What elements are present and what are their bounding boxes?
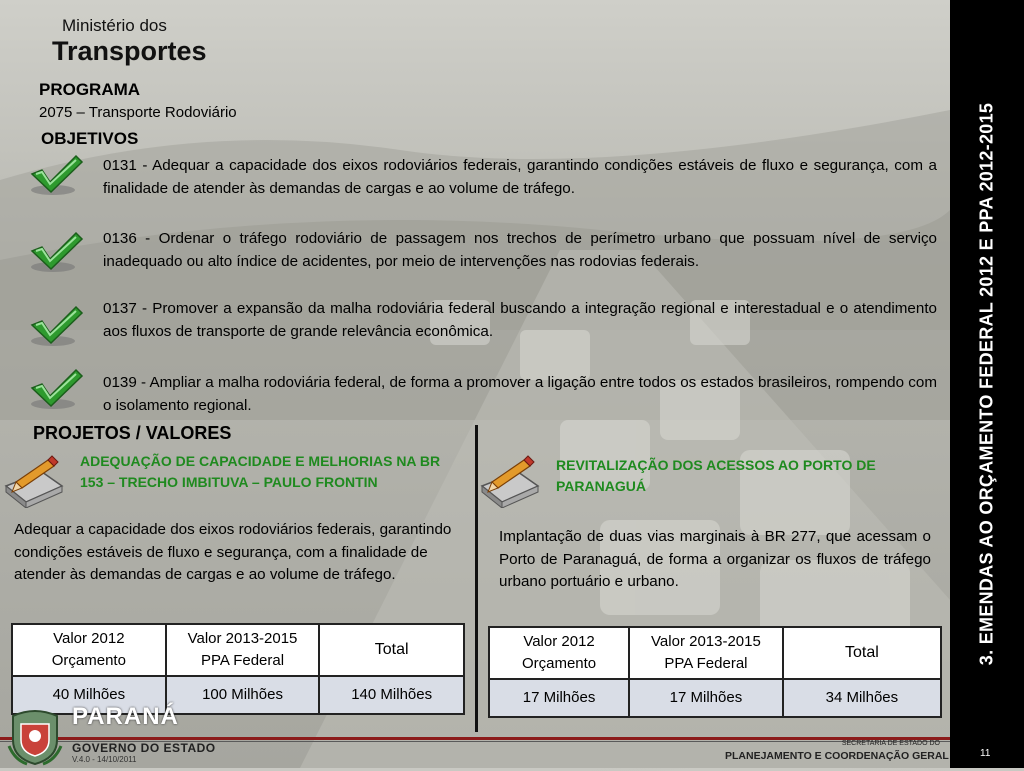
table-header-2013-2015: Valor 2013-2015 PPA Federal: [629, 627, 783, 679]
planejamento-label: PLANEJAMENTO E COORDENAÇÃO GERAL: [725, 750, 949, 762]
side-band-text: 3. EMENDAS AO ORÇAMENTO FEDERAL 2012 E PPA 2012-2015: [976, 102, 997, 666]
programa-subtitle: 2075 – Transporte Rodoviário: [39, 104, 237, 121]
table-cell-2013-2015: 17 Milhões: [629, 679, 783, 717]
values-table-right: [488, 626, 942, 718]
table-cell-2012: 17 Milhões: [489, 679, 629, 717]
check-icon: [28, 366, 84, 417]
programa-heading: PROGRAMA: [39, 80, 141, 99]
check-icon: [28, 229, 84, 280]
objective-item: 0131 - Adequar a capacidade dos eixos rodoviários federais, garantindo condições estáveis de fluxo e segurança, com a finalidade de atender às demandas de cargas e ao volume de tráfego.: [103, 157, 937, 197]
table-cell-total: 140 Milhões: [319, 676, 464, 714]
state-name: PARANÁ: [72, 703, 179, 730]
secretaria-label: SECRETARIA DE ESTADO DO: [841, 740, 940, 747]
projetos-heading: PROJETOS / VALORES: [33, 423, 232, 443]
check-icon: [28, 303, 84, 354]
version-label: V.4.0 - 14/10/2011: [72, 755, 137, 764]
table-header-total: Total: [783, 627, 941, 679]
side-band: [950, 0, 1024, 768]
objective-item: 0137 - Promover a expansão da malha rodoviária federal buscando a integração regional e interestadual e o atendimento aos fluxos de transporte de grande relevância econômica.: [103, 300, 937, 340]
project-title-left: ADEQUAÇÃO DE CAPACIDADE E MELHORIAS NA BR 153 – TRECHO IMBITUVA – PAULO FRONTIN: [80, 453, 441, 490]
project-description-left: Adequar a capacidade dos eixos rodoviários federais, garantindo condições estáveis de fluxo e segurança, com a finalidade de atender às demandas de cargas e ao volume de tráfego.: [14, 521, 452, 583]
project-title-right: REVITALIZAÇÃO DOS ACESSOS AO PORTO DE PARANAGUÁ: [556, 457, 876, 494]
government-label: GOVERNO DO ESTADO: [72, 741, 216, 755]
table-cell-total: 34 Milhões: [783, 679, 941, 717]
check-icon: [28, 152, 84, 203]
ministry-label: Ministério dos: [62, 16, 167, 35]
table-cell-2012: 40 Milhões: [12, 676, 166, 714]
table-header-total: Total: [319, 624, 464, 676]
state-crest-icon: [7, 706, 63, 766]
values-table-left: [11, 623, 465, 715]
pencil-ruler-icon: [478, 452, 542, 513]
project-description-right: Implantação de duas vias marginais à BR 277, que acessam o Porto de Paranaguá, de forma a organizar os fluxos de tráfego urbano portuário e urbano.: [499, 528, 931, 590]
table-header-2012: Valor 2012 Orçamento: [12, 624, 166, 676]
objective-item: 0139 - Ampliar a malha rodoviária federal, de forma a promover a ligação entre todos os estados brasileiros, rompendo com o isolamento regional.: [103, 374, 937, 414]
objetivos-heading: OBJETIVOS: [41, 129, 139, 148]
page-number: 11: [980, 748, 991, 759]
table-header-2013-2015: Valor 2013-2015 PPA Federal: [166, 624, 320, 676]
table-cell-2013-2015: 100 Milhões: [166, 676, 320, 714]
ministry-title: Transportes: [52, 36, 207, 66]
pencil-ruler-icon: [2, 452, 66, 513]
table-header-2012: Valor 2012 Orçamento: [489, 627, 629, 679]
footer-line: [0, 737, 950, 740]
objective-item: 0136 - Ordenar o tráfego rodoviário de passagem nos trechos de perímetro urbano que possuam nível de serviço inadequado ou alto índice de acidentes, por meio de intervenções nas rodovias federais.: [103, 230, 937, 270]
